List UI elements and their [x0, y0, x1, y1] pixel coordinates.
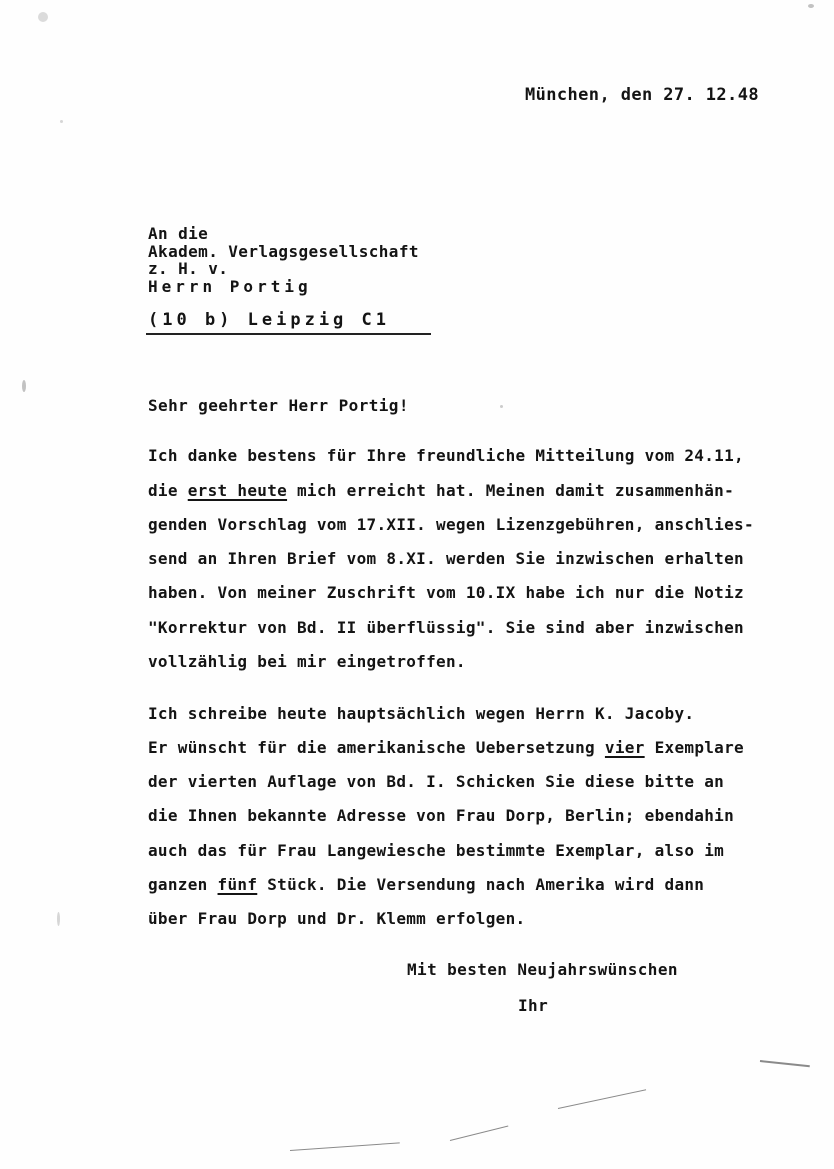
- underlined-phrase: erst heute: [187, 481, 288, 500]
- scan-speck: [22, 380, 26, 392]
- text-run: Stück. Die Versendung nach Amerika wird dann: [257, 875, 705, 894]
- closing-phrase: Mit besten Neujahrswünschen: [407, 960, 678, 979]
- text-run: Er wünscht für die amerikanische Uebersetzung: [148, 738, 605, 757]
- paragraph-2-line: Ich schreibe heute hauptsächlich wegen Herrn K. Jacoby.: [148, 704, 695, 723]
- paragraph-2-line: der vierten Auflage von Bd. I. Schicken Sie diese bitte an: [148, 772, 725, 791]
- paragraph-1-line: Ich danke bestens für Ihre freundliche Mitteilung vom 24.11,: [148, 446, 744, 465]
- paragraph-1-line: [148, 483, 734, 499]
- scan-smudge: [450, 1125, 508, 1140]
- recipient-line-2: Akadem. Verlagsgesellschaft: [148, 242, 419, 261]
- scan-speck: [57, 912, 60, 926]
- text-run: mich erreicht hat. Meinen damit zusammenhän-: [287, 481, 735, 500]
- letter-date: München, den 27. 12.48: [525, 85, 759, 105]
- paragraph-2-line: [148, 740, 744, 756]
- recipient-city: (10 b) Leipzig C1: [148, 310, 390, 330]
- scan-speck: [500, 405, 503, 408]
- underlined-word: fünf: [217, 875, 258, 894]
- paragraph-2-line: die Ihnen bekannte Adresse von Frau Dorp, Berlin; ebendahin: [148, 806, 735, 825]
- paragraph-2-line: über Frau Dorp und Dr. Klemm erfolgen.: [148, 909, 526, 928]
- scan-speck: [60, 120, 63, 123]
- paragraph-2-line: [148, 877, 704, 893]
- scan-smudge: [290, 1142, 400, 1151]
- paragraph-1-line: haben. Von meiner Zuschrift vom 10.IX habe ich nur die Notiz: [148, 583, 744, 602]
- text-run: ganzen: [148, 875, 218, 894]
- recipient-line-3: z. H. v.: [148, 259, 229, 278]
- salutation: Sehr geehrter Herr Portig!: [148, 396, 409, 415]
- paragraph-1-line: vollzählig bei mir eingetroffen.: [148, 652, 466, 671]
- city-underline: [146, 333, 431, 335]
- scan-speck: [38, 12, 48, 22]
- text-run: die: [148, 481, 188, 500]
- paragraph-1-line: genden Vorschlag vom 17.XII. wegen Lizenzgebühren, anschlies-: [148, 515, 754, 534]
- paragraph-2-line: auch das für Frau Langewiesche bestimmte Exemplar, also im: [148, 841, 725, 860]
- scan-smudge: [558, 1089, 646, 1109]
- paragraph-1-line: "Korrektur von Bd. II überflüssig". Sie sind aber inzwischen: [148, 618, 744, 637]
- paragraph-1-line: send an Ihren Brief vom 8.XI. werden Sie inzwischen erhalten: [148, 549, 744, 568]
- recipient-line-1: An die: [148, 224, 209, 243]
- scan-speck: [808, 4, 814, 8]
- text-run: Exemplare: [644, 738, 744, 757]
- signoff: Ihr: [518, 996, 549, 1015]
- underlined-word: vier: [604, 738, 645, 757]
- scan-smudge: [760, 1060, 810, 1067]
- recipient-line-4: Herrn Portig: [148, 277, 312, 296]
